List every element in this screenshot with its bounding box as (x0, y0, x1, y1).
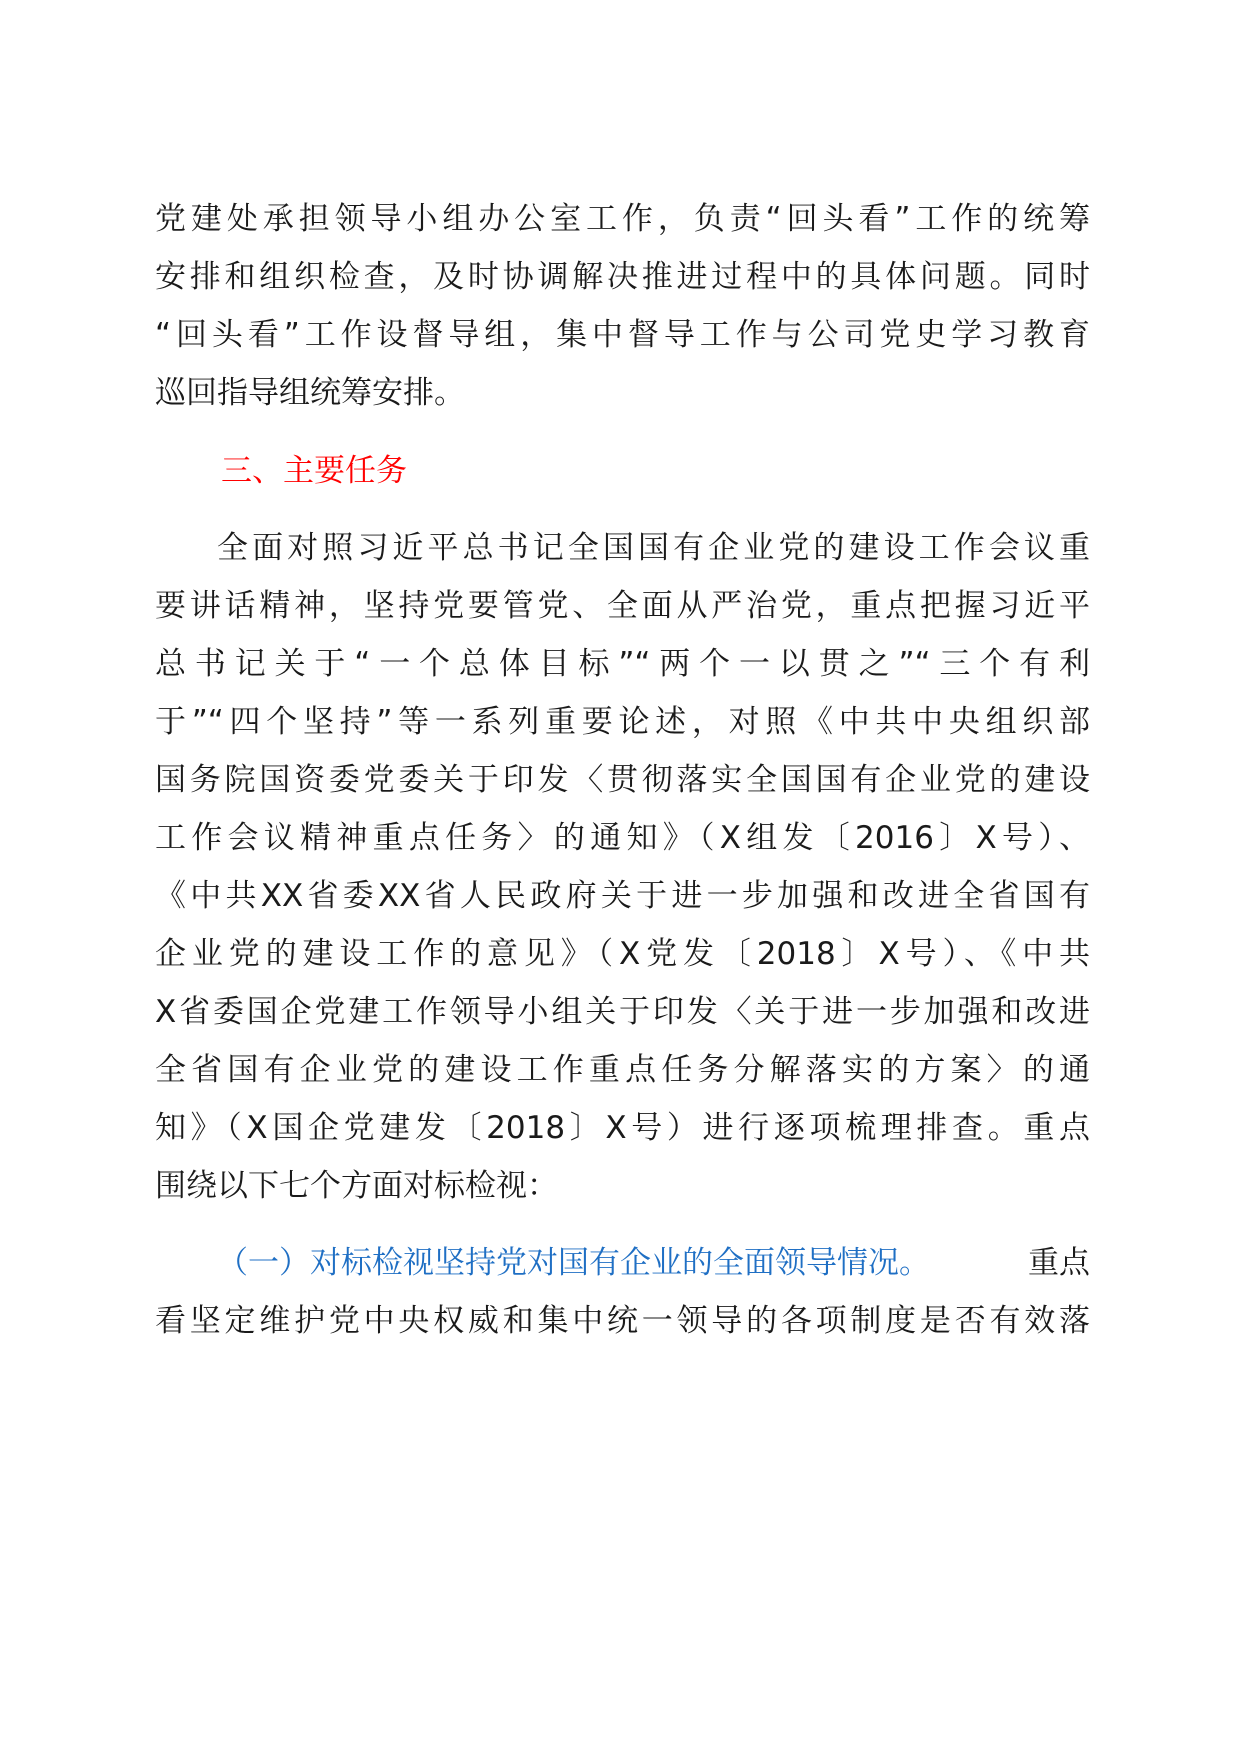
paragraph-2-line-7: 《中共XX省委XX省人民政府关于进一步加强和改进全省国有 (155, 878, 1090, 914)
subsection-1-line-1-rest: 重点 (1028, 1245, 1090, 1281)
document-page (155, 0, 1090, 1754)
paragraph-2-line-2: 要讲话精神，坚持党要管党、全面从严治党，重点把握习近平 (155, 588, 1090, 624)
paragraph-2-line-11: 知》（X国企党建发〔2018〕X号）进行逐项梳理排查。重点 (155, 1110, 1090, 1146)
paragraph-2-line-4: 于”“四个坚持”等一系列重要论述，对照《中共中央组织部 (155, 704, 1090, 740)
paragraph-1-line-1: 党建处承担领导小组办公室工作，负责“回头看”工作的统筹 (155, 201, 1090, 237)
paragraph-2-line-12: 围绕以下七个方面对标检视： (155, 1168, 558, 1204)
subsection-1-title: （一）对标检视坚持党对国有企业的全面领导情况。 (217, 1245, 930, 1281)
paragraph-2-line-9: X省委国企党建工作领导小组关于印发〈关于进一步加强和改进 (155, 994, 1090, 1030)
paragraph-2-line-10: 全省国有企业党的建设工作重点任务分解落实的方案〉的通 (155, 1052, 1090, 1088)
subsection-1-line-1 (217, 1238, 1090, 1288)
subsection-1-line-2: 看坚定维护党中央权威和集中统一领导的各项制度是否有效落 (155, 1303, 1090, 1339)
paragraph-2-line-6: 工作会议精神重点任务〉的通知》（X组发〔2016〕X号）、 (155, 820, 1090, 856)
paragraph-2-line-8: 企业党的建设工作的意见》（X党发〔2018〕X号）、《中共 (155, 936, 1090, 972)
section-heading: 三、主要任务 (221, 453, 407, 489)
paragraph-1-line-2: 安排和组织检查，及时协调解决推进过程中的具体问题。同时 (155, 259, 1090, 295)
paragraph-2-line-1: 全面对照习近平总书记全国国有企业党的建设工作会议重 (217, 530, 1090, 566)
paragraph-1-line-3: “回头看”工作设督导组，集中督导工作与公司党史学习教育 (155, 317, 1090, 353)
paragraph-2-line-3: 总书记关于“一个总体目标”“两个一以贯之”“三个有利 (155, 646, 1090, 682)
paragraph-1-line-4: 巡回指导组统筹安排。 (155, 375, 465, 411)
paragraph-2-line-5: 国务院国资委党委关于印发〈贯彻落实全国国有企业党的建设 (155, 762, 1090, 798)
